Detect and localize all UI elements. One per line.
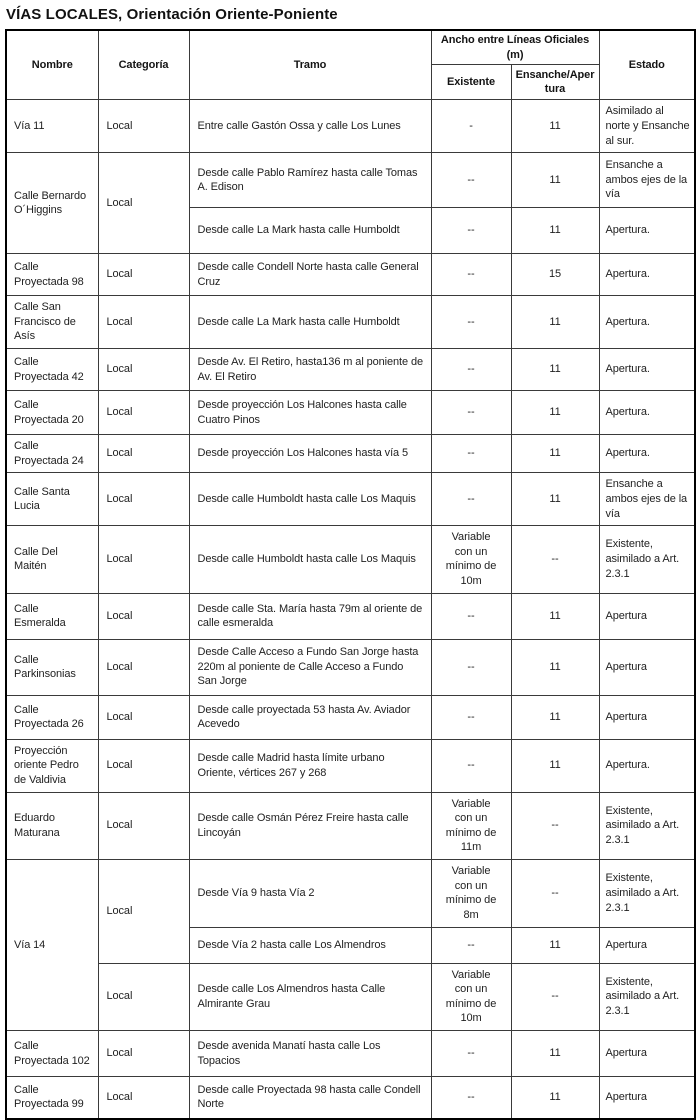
cell-categoria: Local: [98, 296, 189, 349]
cell-estado: Apertura: [599, 695, 695, 739]
cell-categoria: Local: [98, 963, 189, 1031]
cell-estado: Apertura: [599, 593, 695, 639]
cell-estado: Existente, asimilado a Art. 2.3.1: [599, 860, 695, 928]
cell-ensanche: 11: [511, 639, 599, 695]
cell-nombre: Calle Parkinsonias: [6, 639, 98, 695]
table-row: [6, 254, 695, 296]
cell-existente: Variable con un mínimo de 10m: [431, 963, 511, 1031]
cell-tramo: Desde calle Humboldt hasta calle Los Maquis: [189, 526, 431, 594]
cell-tramo: Desde calle Madrid hasta límite urbano Oriente, vértices 267 y 268: [189, 739, 431, 792]
header-existente: Existente: [431, 65, 511, 100]
cell-estado: Apertura.: [599, 254, 695, 296]
cell-nombre: Calle Santa Lucia: [6, 473, 98, 526]
cell-categoria: Local: [98, 100, 189, 153]
cell-ensanche: 11: [511, 349, 599, 391]
cell-existente: --: [431, 153, 511, 208]
cell-ensanche: 11: [511, 296, 599, 349]
cell-estado: Existente, asimilado a Art. 2.3.1: [599, 963, 695, 1031]
cell-tramo: Desde calle Humboldt hasta calle Los Maquis: [189, 473, 431, 526]
header-nombre: Nombre: [6, 30, 98, 100]
cell-categoria: Local: [98, 860, 189, 964]
cell-tramo: Desde calle Los Almendros hasta Calle Almirante Grau: [189, 963, 431, 1031]
cell-existente: Variable con un mínimo de 8m: [431, 860, 511, 928]
table-row: [6, 391, 695, 435]
cell-nombre: Calle Proyectada 98: [6, 254, 98, 296]
header-ancho-group: Ancho entre Líneas Oficiales (m): [431, 30, 599, 65]
cell-tramo: Desde calle Sta. María hasta 79m al oriente de calle esmeralda: [189, 593, 431, 639]
cell-ensanche: 11: [511, 153, 599, 208]
cell-nombre: Calle Proyectada 42: [6, 349, 98, 391]
cell-tramo: Desde calle Condell Norte hasta calle General Cruz: [189, 254, 431, 296]
table-row: [6, 860, 695, 928]
header-categoria: Categoría: [98, 30, 189, 100]
cell-categoria: Local: [98, 1031, 189, 1077]
table-row: [6, 100, 695, 153]
cell-estado: Ensanche a ambos ejes de la vía: [599, 473, 695, 526]
cell-tramo: Desde Calle Acceso a Fundo San Jorge hasta 220m al poniente de Calle Acceso a Fundo San Jorge: [189, 639, 431, 695]
cell-estado: Apertura.: [599, 296, 695, 349]
cell-ensanche: 11: [511, 1031, 599, 1077]
cell-existente: Variable con un mínimo de 11m: [431, 792, 511, 860]
cell-categoria: Local: [98, 739, 189, 792]
cell-ensanche: 11: [511, 391, 599, 435]
cell-existente: --: [431, 1031, 511, 1077]
cell-estado: Ensanche a ambos ejes de la vía: [599, 153, 695, 208]
table-row: [6, 473, 695, 526]
cell-existente: --: [431, 391, 511, 435]
cell-nombre: Calle Proyectada 99: [6, 1077, 98, 1119]
cell-tramo: Desde calle La Mark hasta calle Humboldt: [189, 208, 431, 254]
cell-ensanche: 11: [511, 695, 599, 739]
cell-nombre: Calle Proyectada 102: [6, 1031, 98, 1077]
cell-ensanche: 11: [511, 1077, 599, 1119]
cell-estado: Existente, asimilado a Art. 2.3.1: [599, 792, 695, 860]
cell-estado: Apertura: [599, 639, 695, 695]
cell-ensanche: 11: [511, 739, 599, 792]
cell-estado: Apertura.: [599, 391, 695, 435]
cell-estado: Apertura: [599, 1031, 695, 1077]
cell-tramo: Desde calle Proyectada 98 hasta calle Condell Norte: [189, 1077, 431, 1119]
cell-estado: Existente, asimilado a Art. 2.3.1: [599, 526, 695, 594]
cell-nombre: Calle Bernardo O´Higgins: [6, 153, 98, 254]
cell-categoria: Local: [98, 391, 189, 435]
table-row: [6, 153, 695, 208]
cell-existente: --: [431, 739, 511, 792]
cell-ensanche: 11: [511, 100, 599, 153]
cell-existente: --: [431, 208, 511, 254]
cell-ensanche: --: [511, 860, 599, 928]
table-row: [6, 349, 695, 391]
cell-existente: --: [431, 349, 511, 391]
table-row: [6, 435, 695, 473]
cell-existente: --: [431, 473, 511, 526]
cell-ensanche: --: [511, 963, 599, 1031]
cell-ensanche: --: [511, 526, 599, 594]
cell-estado: Apertura: [599, 1077, 695, 1119]
table-row: [6, 593, 695, 639]
header-row-group: [6, 30, 695, 65]
cell-estado: Apertura.: [599, 435, 695, 473]
cell-tramo: Desde proyección Los Halcones hasta vía 5: [189, 435, 431, 473]
vias-locales-table: [5, 29, 696, 1120]
cell-estado: Asimilado al norte y Ensanche al sur.: [599, 100, 695, 153]
cell-nombre: Calle Del Maitén: [6, 526, 98, 594]
cell-tramo: Desde Vía 9 hasta Vía 2: [189, 860, 431, 928]
table-row: [6, 1031, 695, 1077]
cell-nombre: Calle Proyectada 20: [6, 391, 98, 435]
cell-categoria: Local: [98, 695, 189, 739]
cell-existente: --: [431, 435, 511, 473]
cell-ensanche: 11: [511, 593, 599, 639]
cell-nombre: Vía 14: [6, 860, 98, 1031]
cell-tramo: Desde calle proyectada 53 hasta Av. Aviador Acevedo: [189, 695, 431, 739]
cell-categoria: Local: [98, 254, 189, 296]
header-ensanche: Ensanche/Apertura: [511, 65, 599, 100]
cell-estado: Apertura.: [599, 739, 695, 792]
cell-categoria: Local: [98, 153, 189, 254]
cell-ensanche: 11: [511, 473, 599, 526]
cell-existente: --: [431, 1077, 511, 1119]
table-row: [6, 639, 695, 695]
cell-existente: --: [431, 254, 511, 296]
cell-categoria: Local: [98, 1077, 189, 1119]
cell-nombre: Calle Proyectada 26: [6, 695, 98, 739]
cell-tramo: Desde calle La Mark hasta calle Humboldt: [189, 296, 431, 349]
cell-categoria: Local: [98, 435, 189, 473]
table-row: [6, 792, 695, 860]
cell-nombre: Eduardo Maturana: [6, 792, 98, 860]
cell-ensanche: --: [511, 792, 599, 860]
cell-estado: Apertura: [599, 927, 695, 963]
cell-tramo: Desde calle Pablo Ramírez hasta calle Tomas A. Edison: [189, 153, 431, 208]
table-row: [6, 695, 695, 739]
cell-tramo: Desde Av. El Retiro, hasta136 m al poniente de Av. El Retiro: [189, 349, 431, 391]
cell-categoria: Local: [98, 792, 189, 860]
header-tramo: Tramo: [189, 30, 431, 100]
cell-existente: --: [431, 927, 511, 963]
cell-nombre: Proyección oriente Pedro de Valdivia: [6, 739, 98, 792]
page-title: VÍAS LOCALES, Orientación Oriente-Poniente: [6, 6, 338, 23]
cell-nombre: Vía 11: [6, 100, 98, 153]
table-row: [6, 296, 695, 349]
table-row: [6, 739, 695, 792]
header-estado: Estado: [599, 30, 695, 100]
cell-tramo: Desde Vía 2 hasta calle Los Almendros: [189, 927, 431, 963]
cell-categoria: Local: [98, 639, 189, 695]
cell-categoria: Local: [98, 526, 189, 594]
table-body: [6, 100, 695, 1119]
cell-nombre: Calle Esmeralda: [6, 593, 98, 639]
cell-nombre: Calle Proyectada 24: [6, 435, 98, 473]
cell-ensanche: 11: [511, 435, 599, 473]
cell-categoria: Local: [98, 593, 189, 639]
cell-estado: Apertura.: [599, 208, 695, 254]
cell-existente: -: [431, 100, 511, 153]
cell-existente: --: [431, 296, 511, 349]
cell-existente: Variable con un mínimo de 10m: [431, 526, 511, 594]
table-row: [6, 526, 695, 594]
cell-categoria: Local: [98, 473, 189, 526]
cell-tramo: Entre calle Gastón Ossa y calle Los Lunes: [189, 100, 431, 153]
cell-ensanche: 11: [511, 208, 599, 254]
cell-tramo: Desde calle Osmán Pérez Freire hasta calle Lincoyán: [189, 792, 431, 860]
cell-tramo: Desde proyección Los Halcones hasta calle Cuatro Pinos: [189, 391, 431, 435]
cell-existente: --: [431, 695, 511, 739]
cell-existente: --: [431, 639, 511, 695]
cell-ensanche: 15: [511, 254, 599, 296]
cell-nombre: Calle San Francisco de Asís: [6, 296, 98, 349]
cell-categoria: Local: [98, 349, 189, 391]
cell-tramo: Desde avenida Manatí hasta calle Los Topacios: [189, 1031, 431, 1077]
cell-estado: Apertura.: [599, 349, 695, 391]
cell-existente: --: [431, 593, 511, 639]
table-header: [6, 30, 695, 100]
table-row: [6, 1077, 695, 1119]
cell-ensanche: 11: [511, 927, 599, 963]
table-row: [6, 963, 695, 1031]
